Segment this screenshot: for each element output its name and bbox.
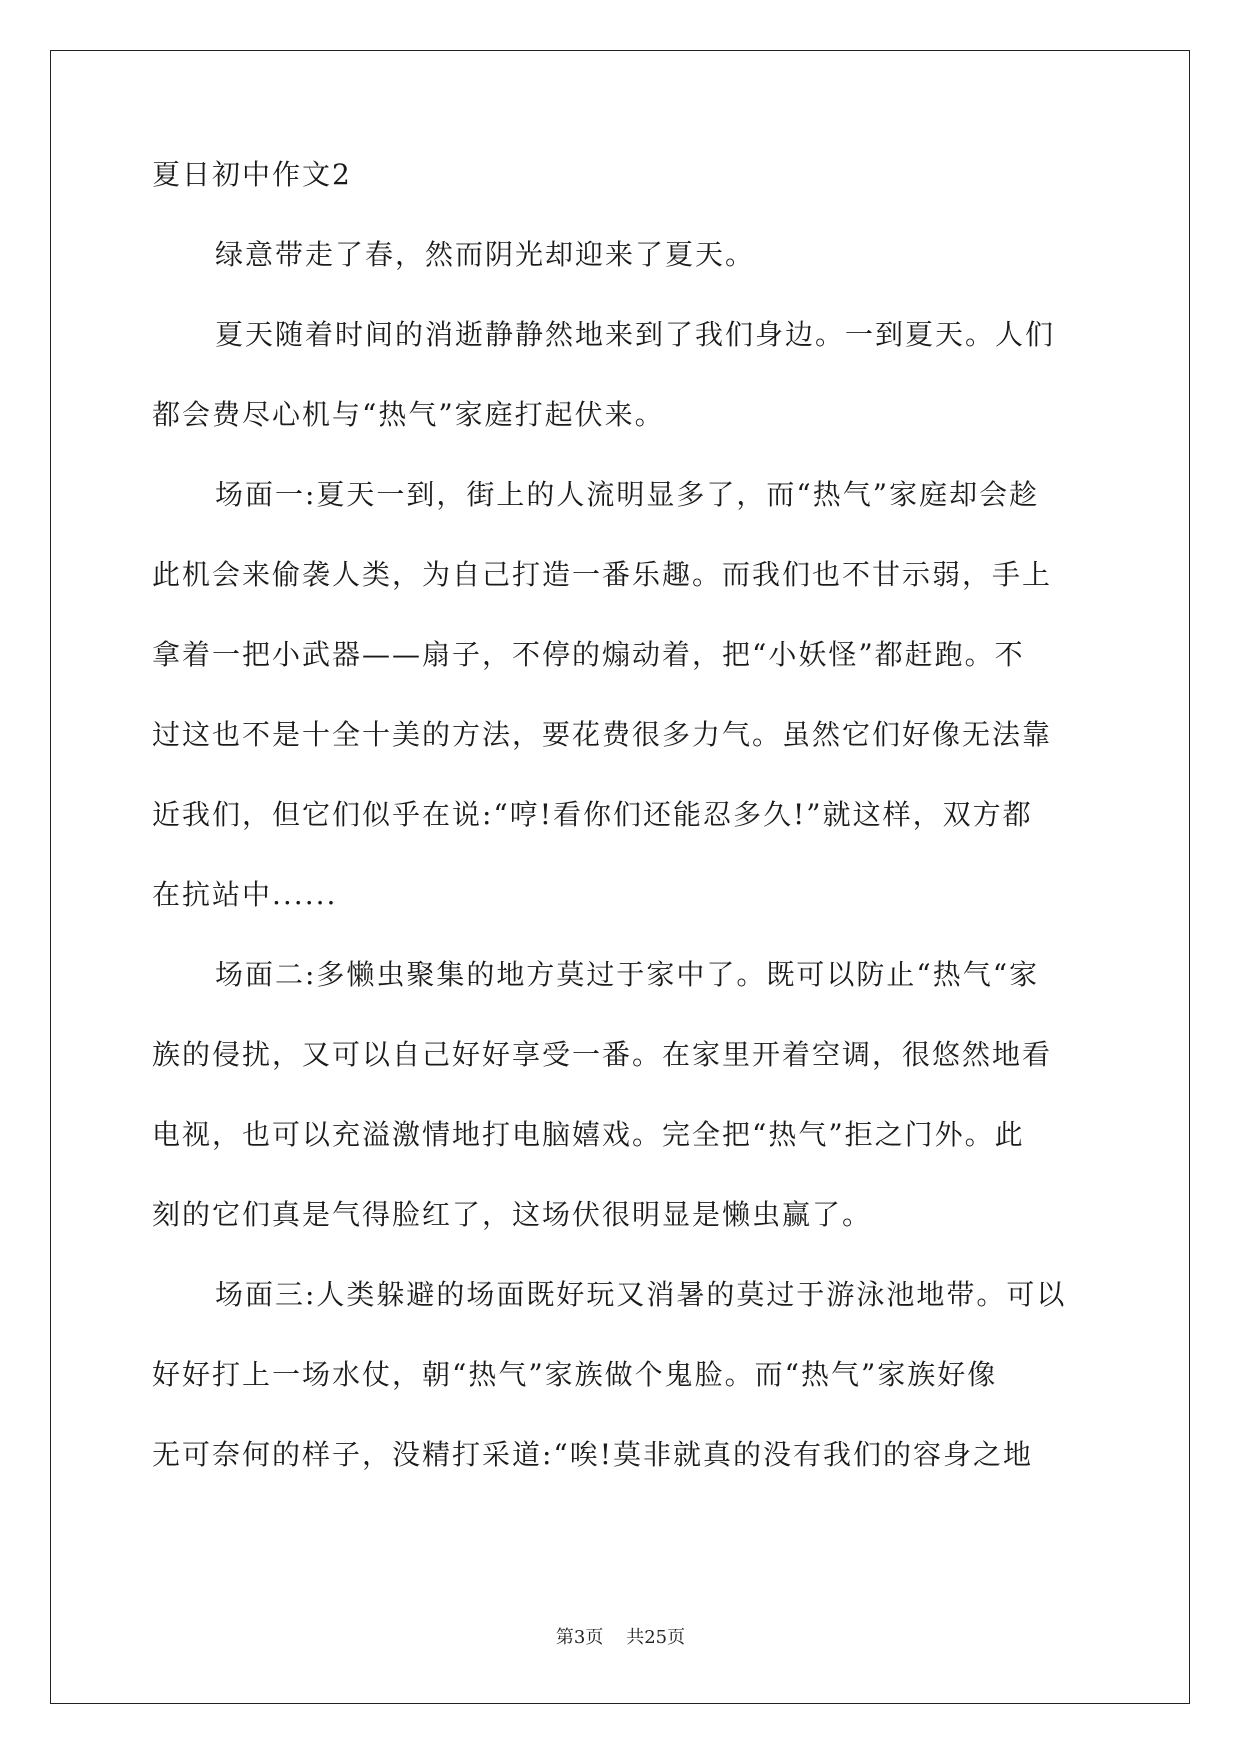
- paragraph-3-line-2: 此机会来偷袭人类，为自己打造一番乐趣。而我们也不甘示弱，手上: [152, 558, 1053, 591]
- paragraph-3-line-3: 拿着一把小武器——扇子，不停的煽动着，把“小妖怪”都赶跑。不: [152, 638, 1025, 671]
- paragraph-5-line-3: 无可奈何的样子，没精打采道:“唉!莫非就真的没有我们的容身之地: [152, 1438, 1034, 1471]
- paragraph-4-line-4: 刻的它们真是气得脸红了，这场伏很明显是懒虫赢了。: [152, 1198, 873, 1231]
- paragraph-3-line-4: 过这也不是十全十美的方法，要花费很多力气。虽然它们好像无法靠: [152, 718, 1053, 751]
- paragraph-5-line-1: 场面三:人类躲避的场面既好玩又消暑的莫过于游泳池地带。可以: [215, 1278, 1067, 1311]
- paragraph-1-line-1: 绿意带走了春，然而阴光却迎来了夏天。: [215, 238, 756, 271]
- paragraph-4-line-2: 族的侵扰，又可以自己好好享受一番。在家里开着空调，很悠然地看: [152, 1038, 1053, 1071]
- paragraph-4-line-1: 场面二:多懒虫聚集的地方莫过于家中了。既可以防止“热气“家: [215, 958, 1040, 991]
- document-title: 夏日初中作文2: [152, 158, 352, 191]
- page-footer: [0, 1627, 1241, 1649]
- paragraph-3-line-1: 场面一:夏天一到，街上的人流明显多了，而“热气”家庭却会趁: [215, 478, 1040, 511]
- paragraph-4-line-3: 电视，也可以充溢激情地打电脑嬉戏。完全把“热气”拒之门外。此: [152, 1118, 1025, 1151]
- paragraph-3-line-5: 近我们，但它们似乎在说:“哼!看你们还能忍多久!”就这样，双方都: [152, 798, 1033, 831]
- paragraph-5-line-2: 好好打上一场水仗，朝“热气”家族做个鬼脸。而“热气”家族好像: [152, 1358, 998, 1391]
- document-body: [152, 158, 1092, 1471]
- page-total: 共25页: [626, 1627, 686, 1648]
- page-number: 第3页: [555, 1627, 604, 1648]
- paragraph-3-line-6: 在抗站中......: [152, 878, 338, 911]
- paragraph-2-line-2: 都会费尽心机与“热气”家庭打起伏来。: [152, 398, 665, 431]
- paragraph-2-line-1: 夏天随着时间的消逝静静然地来到了我们身边。一到夏天。人们: [215, 318, 1056, 351]
